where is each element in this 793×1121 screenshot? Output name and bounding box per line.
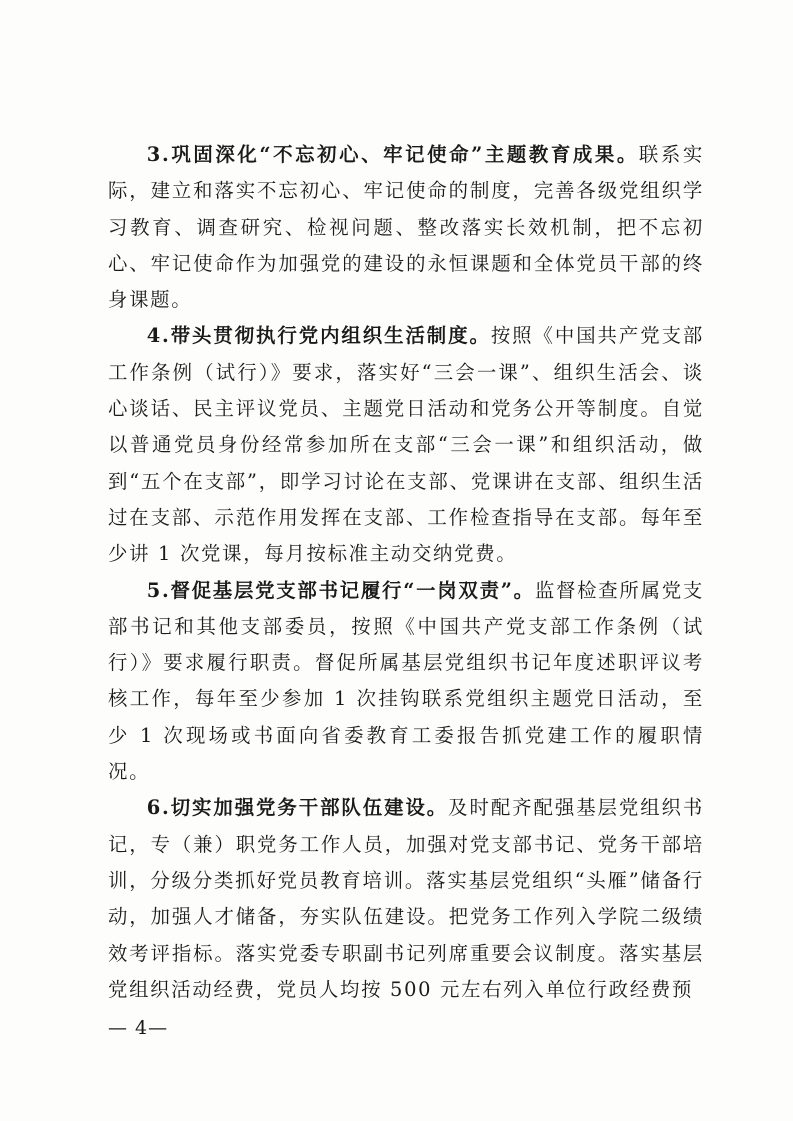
document-body bbox=[108, 137, 704, 1008]
paragraph-4-body: 按照《中国共产党支部工作条例（试行）》要求，落实好“三会一课”、组织生活会、谈心谈话、民主评议党员、主题党日活动和党务公开等制度。自觉以普通党员身份经常参加所在支部“三会一课”和组织活动，做到“五个在支部”，即学习讨论在支部、党课讲在支部、组织生活过在支部、示范作用发挥在支部、工作检查指导在支部。每年至少讲 1 次党课，每月按标准主动交纳党费。 bbox=[108, 324, 704, 566]
paragraph-3 bbox=[108, 137, 704, 318]
paragraph-5 bbox=[108, 573, 704, 791]
paragraph-4-heading: 4.带头贯彻执行党内组织生活制度。 bbox=[146, 324, 491, 348]
paragraph-3-heading: 3.巩固深化“不忘初心、牢记使命”主题教育成果。 bbox=[146, 143, 639, 166]
paragraph-4 bbox=[108, 318, 704, 572]
paragraph-6 bbox=[108, 790, 704, 1008]
page-number: — 4— bbox=[108, 1017, 169, 1039]
paragraph-3-body: 联系实际，建立和落实不忘初心、牢记使命的制度，完善各级党组织学习教育、调查研究、检视问题、整改落实长效机制，把不忘初心、牢记使命作为加强党的建设的永恒课题和全体党员干部的终身课题。 bbox=[108, 143, 704, 312]
paragraph-5-heading: 5.督促基层党支部书记履行“一岗双责”。 bbox=[146, 578, 535, 602]
paragraph-6-heading: 6.切实加强党务干部队伍建设。 bbox=[146, 796, 449, 820]
paragraph-6-body: 及时配齐配强基层党组织书记，专（兼）职党务工作人员，加强对党支部书记、党务干部培训，分级分类抓好党员教育培训。落实基层党组织“头雁”储备行动，加强人才储备，夯实队伍建设。把党务工作列入学院二级绩效考评指标。落实党委专职副书记列席重要会议制度。落实基层党组织活动经费，党员人均按 500 元左右列入单位行政经费预 bbox=[108, 796, 704, 1001]
paragraph-5-body: 监督检查所属党支部书记和其他支部委员，按照《中国共产党支部工作条例（试行）》要求履行职责。督促所属基层党组织书记年度述职评议考核工作，每年至少参加 1 次挂钩联系党组织主题党日活动，至少 1 次现场或书面向省委教育工委报告抓党建工作的履职情况。 bbox=[108, 578, 704, 784]
